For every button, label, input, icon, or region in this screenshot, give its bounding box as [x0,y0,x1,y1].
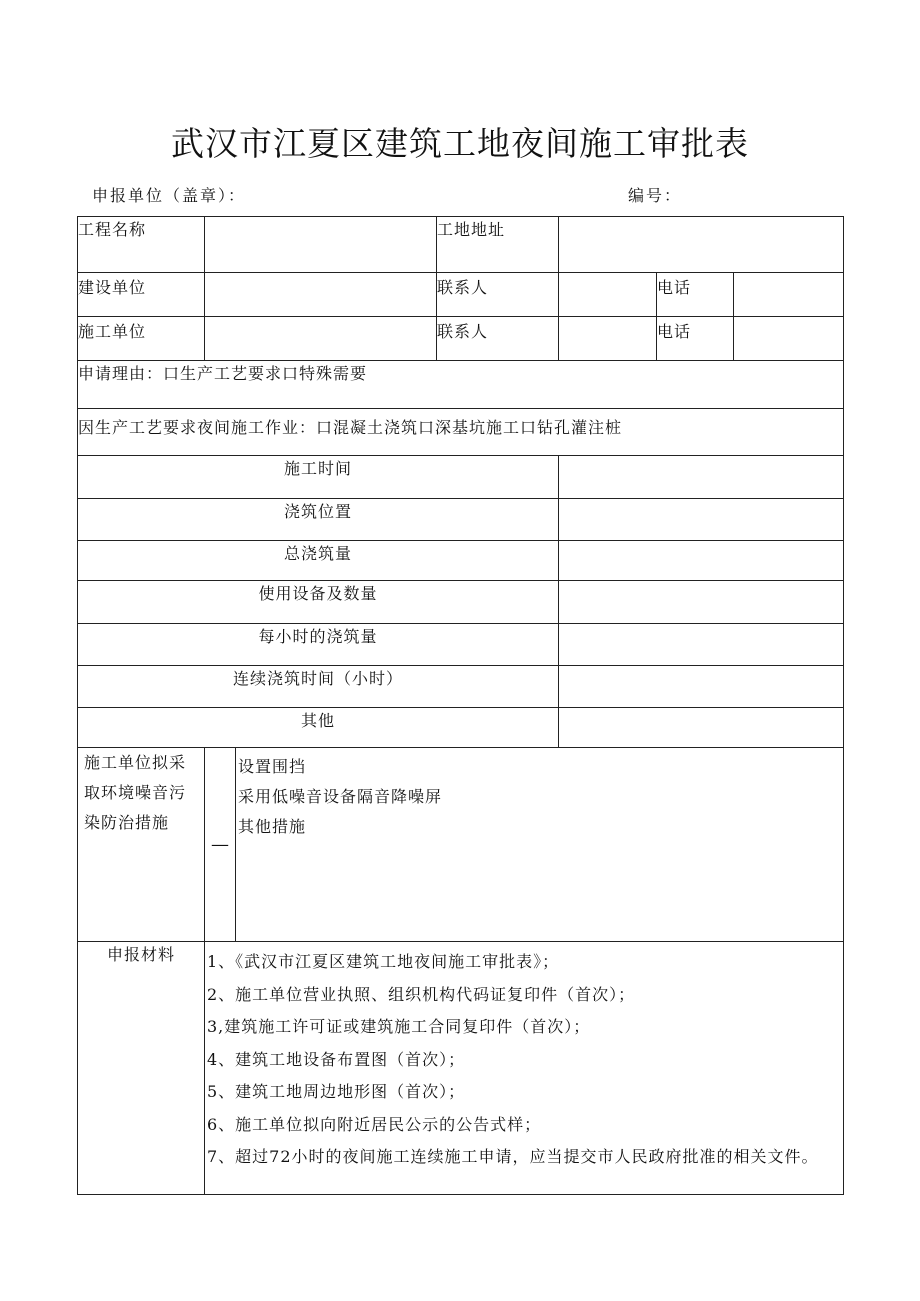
material-item: 1、《武汉市江夏区建筑工地夜间施工审批表》； [207,952,560,971]
row-project [78,217,844,273]
project-name-value[interactable] [205,217,437,273]
contact-value-1[interactable] [559,273,657,317]
phone-value-1[interactable] [734,273,844,317]
field-row [78,581,844,624]
material-item: 3,建筑施工许可证或建筑施工合同复印件（首次）； [207,1017,591,1036]
builder-unit-label: 施工单位 [78,317,205,361]
field-label-hourly-pour: 每小时的浇筑量 [78,624,559,666]
field-row [78,624,844,666]
row-construction-unit [78,273,844,317]
field-label-other: 其他 [78,708,559,748]
materials-cell [205,942,844,1195]
material-item: 4、建筑工地设备布置图（首次）； [207,1049,466,1069]
material-item: 6、施工单位拟向附近居民公示的公告式样； [207,1114,542,1134]
field-value-other[interactable] [559,708,844,748]
contact-label-2: 联系人 [437,317,559,361]
construction-unit-label: 建设单位 [78,273,205,317]
field-row [78,708,844,748]
phone-label-1: 电话 [657,273,734,317]
row-reason [78,361,844,409]
contact-label-1: 联系人 [437,273,559,317]
field-row [78,666,844,708]
field-label-total-pour: 总浇筑量 [78,541,559,581]
noise-measures-dash: — [205,748,236,942]
field-label-construction-time: 施工时间 [78,456,559,499]
field-value-equipment[interactable] [559,581,844,624]
measure-item: 设置围挡 [238,757,307,776]
night-work-type: 因生产工艺要求夜间施工作业：口混凝土浇筑口深基坑施工口钻孔灌注桩 [78,409,844,456]
field-row [78,456,844,499]
phone-value-2[interactable] [734,317,844,361]
field-row [78,541,844,581]
material-item: 5、建筑工地周边地形图（首次）； [207,1082,466,1101]
field-value-total-pour[interactable] [559,541,844,581]
approval-table [77,216,844,1195]
row-noise-measures [78,748,844,942]
form-title: 武汉市江夏区建筑工地夜间施工审批表 [171,124,749,163]
project-name-label: 工程名称 [78,217,205,273]
measure-item: 其他措施 [238,817,307,836]
site-address-value[interactable] [559,217,844,273]
field-label-equipment: 使用设备及数量 [78,581,559,624]
contact-value-2[interactable] [559,317,657,361]
construction-unit-value[interactable] [205,273,437,317]
material-item: 7、超过72小时的夜间施工连续施工申请，应当提交市人民政府批准的相关文件。 [207,1147,819,1166]
field-label-continuous-time: 连续浇筑时间（小时） [78,666,559,708]
noise-measures-label: 施工单位拟采取环境噪音污染防治措施 [84,753,187,832]
row-builder-unit [78,317,844,361]
materials-label: 申报材料 [78,942,205,1195]
field-value-continuous-time[interactable] [559,666,844,708]
number-label: 编号： [628,186,683,205]
row-materials [78,942,844,1195]
material-item: 2、施工单位营业执照、组织机构代码证复印件（首次）； [207,984,636,1004]
application-reason: 申请理由：口生产工艺要求口特殊需要 [78,361,844,409]
field-value-hourly-pour[interactable] [559,624,844,666]
field-label-pour-location: 浇筑位置 [78,499,559,541]
row-night-work [78,409,844,456]
field-value-pour-location[interactable] [559,499,844,541]
applicant-label: 申报单位（盖章）： [92,186,247,205]
measure-item: 采用低噪音设备隔音降噪屏 [238,787,443,806]
noise-measures-cell [236,748,844,942]
phone-label-2: 电话 [657,317,734,361]
field-value-construction-time[interactable] [559,456,844,499]
field-row [78,499,844,541]
builder-unit-value[interactable] [205,317,437,361]
noise-measures-label-cell [78,748,205,942]
site-address-label: 工地地址 [437,217,559,273]
